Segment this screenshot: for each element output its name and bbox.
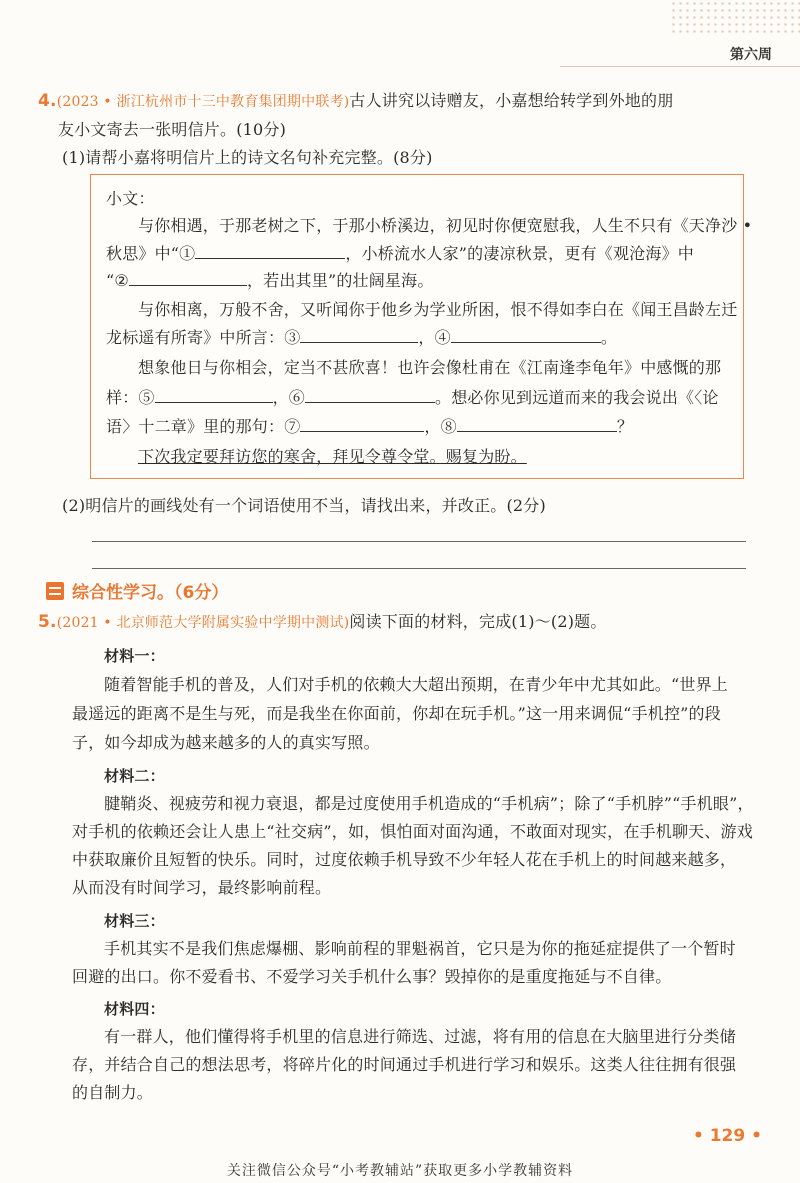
material-3-line-1: 手机其实不是我们焦虑爆棚、影响前程的罪魁祸首，它只是为你的拖延症提供了一个暂时 [104, 939, 736, 958]
material-2-line-1: 腱鞘炎、视疲劳和视力衰退，都是过度使用手机造成的“手机病”；除了“手机脖”“手机眼”， [104, 794, 754, 813]
q4-subquestion-1: (1)请帮小嘉将明信片上的诗文名句补充完整。(8分) [62, 148, 433, 167]
material-1-line-1: 随着智能手机的普及，人们对手机的依赖大大超出预期，在青少年中尤其如此。“世界上 [104, 675, 728, 694]
material-2-line-4: 从而没有时间学习，最终影响前程。 [72, 878, 332, 897]
postcard-p1-line-2 [106, 242, 694, 265]
blank-6[interactable] [305, 386, 435, 403]
blank-4[interactable] [451, 326, 601, 343]
blank-1[interactable] [195, 242, 345, 259]
p3-c-pre: 语〉十二章》里的那句：⑦ [106, 417, 301, 436]
material-1-line-3: 子，如今却成为越来越多的人的真实写照。 [72, 733, 380, 752]
p3-c-post: ？ [616, 417, 634, 436]
postcard-p3-line-2 [106, 386, 719, 409]
p2-b-post: 。 [600, 328, 618, 347]
material-1-title: 材料一： [104, 647, 165, 665]
footer-note: 关注微信公众号“小考教辅站”获取更多小学教辅资料 [226, 1163, 574, 1179]
p2-b-mid: ，④ [418, 328, 451, 347]
material-4-line-2: 存，并结合自己的想法思考，将碎片化的时间通过手机进行学习和娱乐。这类人往往拥有很强 [72, 1055, 737, 1074]
material-2-title: 材料二： [104, 767, 165, 785]
material-3-line-2: 回避的出口。你不爱看书、不爱学习关手机什么事？毁掉你的是重度拖延与不自律。 [72, 967, 672, 986]
material-4-title: 材料四： [104, 1000, 165, 1018]
p1-b-pre: 秋思》中“① [106, 244, 196, 263]
p3-b-post: 。想必你见到远道而来的我会说出《〈论 [435, 388, 719, 407]
p3-c-mid: ，⑧ [424, 417, 457, 436]
postcard-p2-line-1: 与你相离，万般不舍，又听闻你于他乡为学业所困，恨不得如李白在《闻王昌龄左迁 [138, 300, 738, 319]
postcard-p1-line-1: 与你相遇，于那老树之下，于那小桥溪边，初见时你便宽慰我，人生不只有《天净沙 • [138, 216, 753, 235]
q5-number: 5. [38, 612, 57, 632]
material-4-line-1: 有一群人，他们懂得将手机里的信息进行筛选、过滤，将有用的信息在大脑里进行分类储 [104, 1027, 736, 1046]
p1-b-post: ，小桥流水人家”的凄凉秋景，更有《观沧海》中 [345, 244, 694, 263]
answer-line-1[interactable] [92, 541, 746, 542]
q4-source: (2023 • 浙江杭州市十三中教育集团期中联考) [56, 94, 350, 110]
p1-c-post: ，若出其里”的壮阔星海。 [246, 271, 434, 290]
blank-7[interactable] [300, 415, 424, 432]
section-list-icon [46, 582, 64, 600]
week-label: 第六周 [730, 47, 772, 63]
q5-stem [38, 611, 607, 634]
q5-stem-text: 阅读下面的材料，完成(1)～(2)题。 [349, 612, 607, 631]
section-title: 综合性学习。（6分） [72, 583, 229, 603]
postcard-salutation: 小文： [106, 189, 155, 208]
postcard-p1-line-3 [106, 269, 434, 292]
q4-stem-a: 古人讲究以诗赠友，小嘉想给转学到外地的朋 [349, 91, 674, 110]
material-2-line-2: 对手机的依赖还会让人患上“社交病”，如，惧怕面对面沟通，不敢面对现实，在手机聊天、游戏 [72, 822, 753, 841]
page-number: • 129 • [692, 1126, 762, 1146]
q5-source: (2021 • 北京师范大学附属实验中学期中测试) [56, 615, 350, 631]
q4-number: 4. [38, 91, 57, 111]
p3-b-pre: 样：⑤ [106, 388, 155, 407]
blank-2[interactable] [129, 269, 247, 286]
header-dot-pattern [670, 0, 800, 36]
material-3-title: 材料三： [104, 912, 165, 930]
material-4-line-3: 的自制力。 [72, 1083, 154, 1102]
postcard-p3-line-1: 想象他日与你相会，定当不甚欣喜！也许会像杜甫在《江南逢李龟年》中感慨的那 [138, 358, 722, 377]
blank-5[interactable] [155, 386, 273, 403]
blank-8[interactable] [457, 415, 617, 432]
p2-b-pre: 龙标遥有所寄》中所言：③ [106, 328, 301, 347]
q4-stem-line-1 [38, 90, 673, 113]
material-1-line-2: 最遥远的距离不是生与死，而是我坐在你面前，你却在玩手机。”这一用来调侃“手机控”的段 [72, 704, 721, 723]
p1-c-pre: “② [106, 271, 129, 290]
postcard-p2-line-2 [106, 326, 617, 349]
q4-stem-line-2: 友小文寄去一张明信片。(10分) [58, 120, 287, 139]
header-rule [560, 66, 800, 67]
blank-3[interactable] [300, 326, 418, 343]
postcard-underlined-sentence: 下次我定要拜访您的寒舍，拜见令尊令堂。赐复为盼。 [138, 447, 527, 466]
postcard-p3-line-3 [106, 415, 633, 438]
material-2-line-3: 中获取廉价且短暂的快乐。同时，过度依赖手机导致不少年轻人花在手机上的时间越来越多， [72, 850, 737, 869]
q4-subquestion-2: (2)明信片的画线处有一个词语使用不当，请找出来，并改正。(2分) [62, 496, 546, 515]
p3-b-mid: ，⑥ [272, 388, 306, 407]
answer-line-2[interactable] [92, 568, 746, 569]
